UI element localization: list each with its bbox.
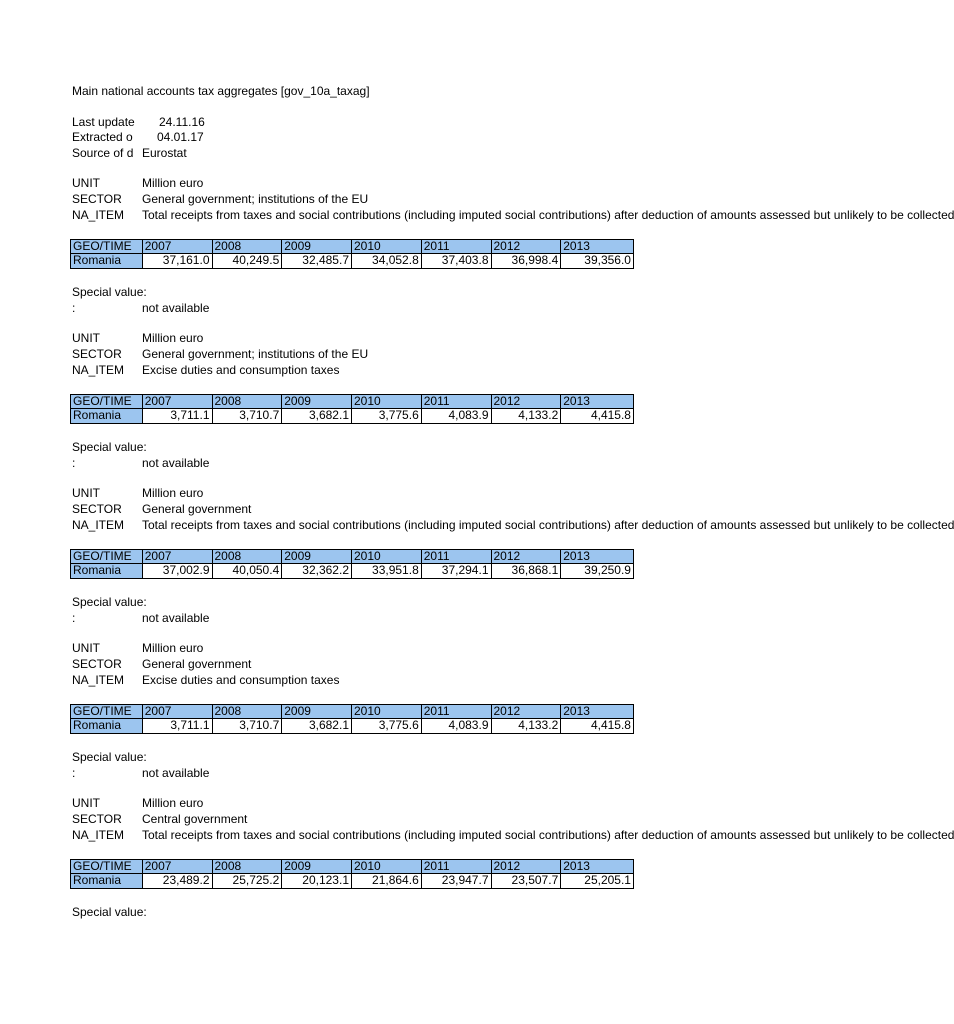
sector-value: General government; institutions of the EU: [142, 347, 369, 361]
special-value-label: Special value:: [72, 905, 147, 919]
na-item-label: NA_ITEM: [72, 208, 125, 222]
special-symbol: :: [72, 456, 76, 470]
extracted-value: 04.01.17: [157, 130, 204, 144]
year-header: 2012: [492, 860, 562, 873]
unit-value: Million euro: [142, 331, 204, 345]
value-cell: 39,356.0: [584, 253, 631, 267]
value-cell: 21,864.6: [352, 874, 422, 888]
year-header: 2011: [422, 705, 492, 718]
country-cell: Romania: [71, 409, 143, 423]
geo-time-header: GEO/TIME: [71, 705, 143, 718]
country-cell: Romania: [71, 254, 143, 268]
year-header: 2008: [213, 705, 283, 718]
year-header: 2010: [352, 395, 422, 408]
sector-label: SECTOR: [72, 347, 122, 361]
special-value-label: Special value:: [72, 440, 147, 454]
year-header: 2007: [143, 395, 213, 408]
country-cell: Romania: [71, 874, 143, 888]
na-item-label: NA_ITEM: [72, 673, 125, 687]
unit-value: Million euro: [142, 641, 204, 655]
sector-value: General government: [142, 502, 252, 516]
value-cell: 37,161.0: [143, 254, 213, 268]
country-cell: Romania: [71, 564, 143, 578]
special-meaning: not available: [142, 456, 210, 470]
extracted-label: Extracted o: [72, 130, 133, 144]
value-cell: 23,489.2: [143, 874, 213, 888]
year-header: 2009: [282, 860, 352, 873]
value-cell: 37,294.1: [422, 564, 492, 578]
na-item-value: Total receipts from taxes and social contributions (including imputed social contributions) after deduction of amounts assessed but unlikely to be collected: [142, 828, 954, 842]
na-item-label: NA_ITEM: [72, 363, 125, 377]
year-header: 2013: [563, 859, 590, 873]
year-header: 2010: [352, 550, 422, 563]
table-header-row: [70, 704, 634, 719]
value-cell: 4,083.9: [422, 409, 492, 423]
value-cell: 25,725.2: [213, 874, 283, 888]
na-item-label: NA_ITEM: [72, 828, 125, 842]
value-cell: 4,133.2: [492, 719, 562, 733]
unit-label: UNIT: [72, 486, 100, 500]
na-item-value: Total receipts from taxes and social contributions (including imputed social contributions) after deduction of amounts assessed but unlikely to be collected: [142, 518, 954, 532]
value-cell: 40,249.5: [213, 254, 283, 268]
year-header: 2013: [563, 394, 590, 408]
sector-label: SECTOR: [72, 657, 122, 671]
sector-label: SECTOR: [72, 192, 122, 206]
country-cell: Romania: [71, 719, 143, 733]
year-header: 2010: [352, 860, 422, 873]
value-cell: 23,507.7: [492, 874, 562, 888]
special-value-label: Special value:: [72, 285, 147, 299]
year-header: 2012: [492, 240, 562, 253]
page-title: Main national accounts tax aggregates [gov_10a_taxag]: [72, 84, 370, 98]
value-cell: 3,710.7: [213, 409, 283, 423]
table-row: [70, 254, 634, 269]
value-cell: 33,951.8: [352, 564, 422, 578]
year-header: 2011: [422, 550, 492, 563]
last-update-label: Last update: [72, 115, 135, 129]
year-header: 2013: [563, 549, 590, 563]
value-cell: 20,123.1: [282, 874, 352, 888]
table-header-row: [70, 859, 634, 874]
year-header: 2009: [282, 395, 352, 408]
sector-value: General government: [142, 657, 252, 671]
unit-value: Million euro: [142, 796, 204, 810]
last-update-value: 24.11.16: [159, 115, 205, 129]
table-header-row: [70, 549, 634, 564]
year-header: 2009: [282, 550, 352, 563]
sector-value: General government; institutions of the EU: [142, 192, 369, 206]
na-item-value: Excise duties and consumption taxes: [142, 363, 340, 377]
value-cell: 3,775.6: [352, 409, 422, 423]
value-cell: 4,083.9: [422, 719, 492, 733]
source-label: Source of d: [72, 146, 134, 160]
table-row: [70, 719, 634, 734]
value-cell: 3,711.1: [143, 719, 213, 733]
na-item-label: NA_ITEM: [72, 518, 125, 532]
value-cell: 37,403.8: [422, 254, 492, 268]
geo-time-header: GEO/TIME: [71, 240, 143, 253]
table-header-row: [70, 394, 634, 409]
year-header: 2009: [282, 705, 352, 718]
year-header: 2011: [422, 395, 492, 408]
year-header: 2007: [143, 860, 213, 873]
geo-time-header: GEO/TIME: [71, 395, 143, 408]
value-cell: 36,998.4: [492, 254, 562, 268]
year-header: 2010: [352, 240, 422, 253]
value-cell: 4,133.2: [492, 409, 562, 423]
value-cell: 32,485.7: [282, 254, 352, 268]
year-header: 2012: [492, 550, 562, 563]
geo-time-header: GEO/TIME: [71, 550, 143, 563]
special-meaning: not available: [142, 611, 210, 625]
value-cell: 3,682.1: [282, 409, 352, 423]
special-meaning: not available: [142, 301, 210, 315]
value-cell: 25,205.1: [584, 873, 631, 887]
value-cell: 32,362.2: [282, 564, 352, 578]
year-header: 2012: [492, 395, 562, 408]
year-header: 2013: [563, 704, 590, 718]
value-cell: 3,775.6: [352, 719, 422, 733]
geo-time-header: GEO/TIME: [71, 860, 143, 873]
na-item-value: Excise duties and consumption taxes: [142, 673, 340, 687]
value-cell: 3,682.1: [282, 719, 352, 733]
na-item-value: Total receipts from taxes and social contributions (including imputed social contributions) after deduction of amounts assessed but unlikely to be collected: [142, 208, 954, 222]
special-value-label: Special value:: [72, 595, 147, 609]
value-cell: 39,250.9: [584, 563, 631, 577]
year-header: 2009: [282, 240, 352, 253]
year-header: 2011: [422, 240, 492, 253]
special-symbol: :: [72, 766, 76, 780]
table-header-row: [70, 239, 634, 254]
sector-value: Central government: [142, 812, 248, 826]
value-cell: 4,415.8: [590, 408, 631, 422]
year-header: 2011: [422, 860, 492, 873]
unit-label: UNIT: [72, 331, 100, 345]
year-header: 2008: [213, 240, 283, 253]
table-row: [70, 874, 634, 889]
year-header: 2010: [352, 705, 422, 718]
unit-value: Million euro: [142, 486, 204, 500]
value-cell: 3,711.1: [143, 409, 213, 423]
special-meaning: not available: [142, 766, 210, 780]
year-header: 2012: [492, 705, 562, 718]
year-header: 2008: [213, 550, 283, 563]
value-cell: 37,002.9: [143, 564, 213, 578]
year-header: 2007: [143, 705, 213, 718]
table-row: [70, 409, 634, 424]
sector-label: SECTOR: [72, 812, 122, 826]
special-value-label: Special value:: [72, 750, 147, 764]
table-row: [70, 564, 634, 579]
unit-label: UNIT: [72, 641, 100, 655]
special-symbol: :: [72, 301, 76, 315]
unit-label: UNIT: [72, 796, 100, 810]
value-cell: 34,052.8: [352, 254, 422, 268]
year-header: 2013: [563, 239, 590, 253]
year-header: 2007: [143, 240, 213, 253]
value-cell: 4,415.8: [590, 718, 631, 732]
value-cell: 36,868.1: [492, 564, 562, 578]
value-cell: 40,050.4: [213, 564, 283, 578]
unit-label: UNIT: [72, 176, 100, 190]
value-cell: 23,947.7: [422, 874, 492, 888]
year-header: 2007: [143, 550, 213, 563]
sector-label: SECTOR: [72, 502, 122, 516]
special-symbol: :: [72, 611, 76, 625]
year-header: 2008: [213, 395, 283, 408]
source-value: Eurostat: [142, 146, 187, 160]
unit-value: Million euro: [142, 176, 204, 190]
year-header: 2008: [213, 860, 283, 873]
value-cell: 3,710.7: [213, 719, 283, 733]
